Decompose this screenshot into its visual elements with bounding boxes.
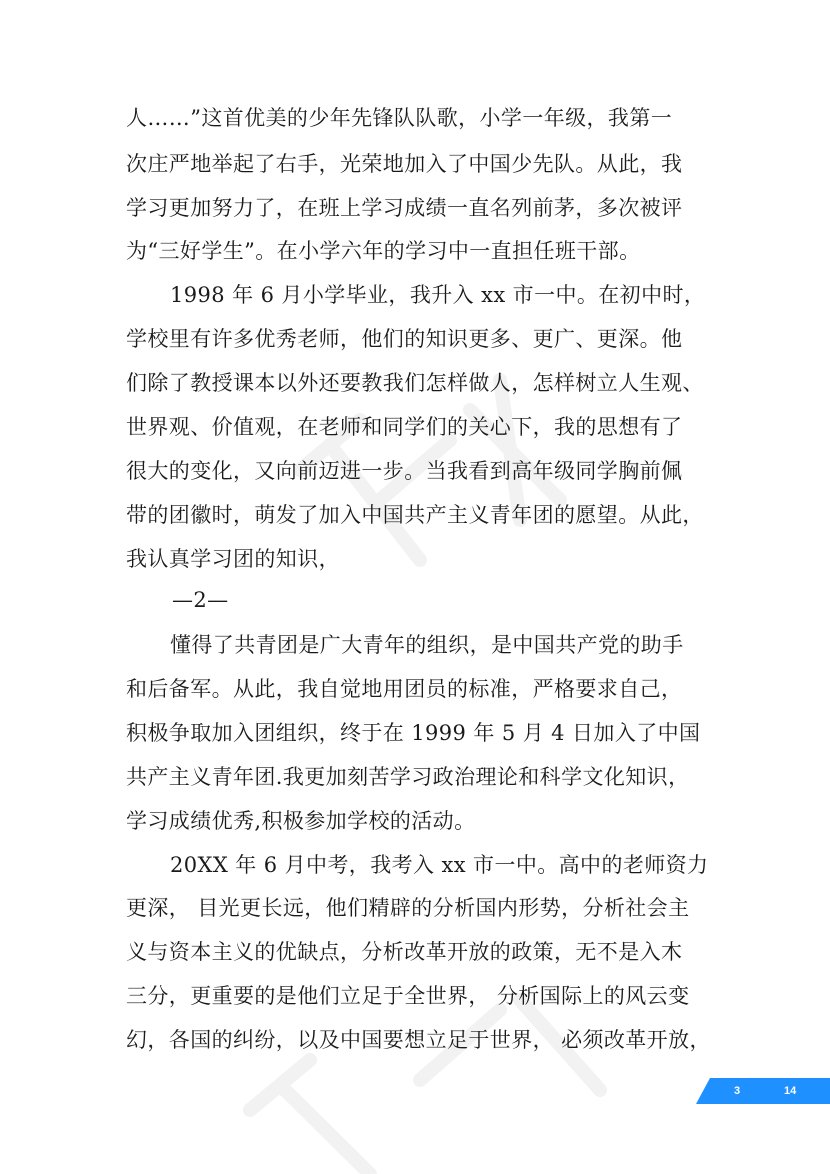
text-line: 20XX 年 6 月中考，我考入 xx 市一中。高中的老师资力 [170,853,709,877]
text-line: 义与资本主义的优缺点，分析改革开放的政策，无不是入木 [126,940,683,964]
text-line: 次庄严地举起了右手，光荣地加入了中国少先队。从此，我 [126,152,683,176]
text-line: 们除了教授课本以外还要教我们怎样做人，怎样树立人生观、 [126,371,704,395]
text-line: 更深， 目光更长远，他们精辟的分析国内形势，分析社会主 [126,896,690,920]
text-line: 世界观、价值观，在老师和同学们的关心下，我的思想有了 [126,415,683,439]
text-line: 积极争取加入团组织，终于在 1999 年 5 月 4 日加入了中国 [126,721,701,745]
text-line: 幻，各国的纠纷，以及中国要想立足于世界， 必须改革开放， [126,1028,711,1052]
text-line: 为“三好学生”。在小学六年的学习中一直担任班干部。 [126,239,641,263]
text-line: 三分，更重要的是他们立足于全世界， 分析国际上的风云变 [126,984,690,1008]
text-line: 带的团徽时，萌发了加入中国共产主义青年团的愿望。从此， [126,503,704,527]
text-line: 很大的变化，又向前迈进一步。当我看到高年级同学胸前佩 [126,459,683,483]
text-line: 学习成绩优秀,积极参加学校的活动。 [126,809,476,833]
page-number-footer [696,1078,830,1104]
text-line: 我认真学习团的知识， [126,547,340,571]
page-marker: —2— [172,588,229,612]
text-line: 学习更加努力了，在班上学习成绩一直名列前茅，多次被评 [126,196,683,220]
text-line: 懂得了共青团是广大青年的组织，是中国共产党的助手 [170,633,684,657]
text-line: 学校里有许多优秀老师，他们的知识更多、更广、更深。他 [126,327,683,351]
page-number-bar [696,1078,830,1104]
text-line: 共产主义青年团.我更加刻苦学习政治理论和科学文化知识， [126,765,690,789]
text-line: 和后备军。从此，我自觉地用团员的标准，严格要求自己， [126,677,683,701]
text-line: 人……”这首优美的少年先锋队队歌，小学一年级，我第一 [126,106,673,130]
current-page-number: 3 [734,1085,741,1097]
text-line: 1998 年 6 月小学毕业，我升入 xx 市一中。在初中时， [170,283,706,307]
total-page-count: 14 [784,1085,797,1097]
